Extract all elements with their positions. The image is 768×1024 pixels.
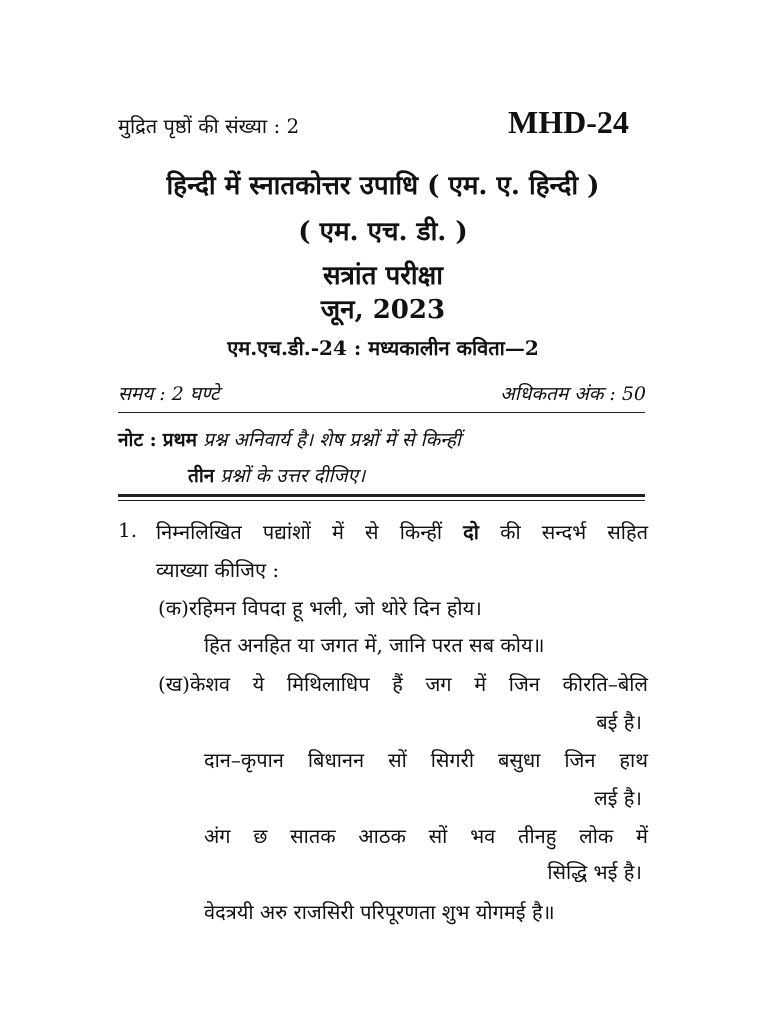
verse-kha-line2-end: लई है। [594,786,642,810]
verse-kha-line1-end: बई है। [596,710,642,734]
verse-ka-line2: हित अनहित या जगत में, जानि परत सब कोय॥ [204,633,545,657]
course-title: हिन्दी में स्नातकोत्तर उपाधि ( एम. ए. हिन्दी ) [166,171,600,201]
note-text-line2: प्रश्नों के उत्तर दीजिए। [214,465,366,487]
instructions-note [118,426,648,452]
question-text-part: निम्नलिखित पद्यांशों में से किन्हीं [156,520,464,544]
verse-kha-line4: वेदत्रयी अरु राजसिरी परिपूरणता शुभ योगमई है॥ [204,900,555,924]
verse-kha-line3-end: सिद्धि भई है। [547,860,642,884]
paper-code: MHD-24 [508,104,629,140]
note-text-line1: प्रश्न अनिवार्य है। शेष प्रश्नों में से किन्हीं [197,429,461,451]
question-text-line2: व्याख्या कीजिए : [156,558,280,582]
verse-kha-line1: (ख)केशव ये मिथिलाधिप हैं जग में जिन कीरति–बेलि [158,672,648,696]
maximum-marks: अधिकतम अंक : 50 [500,383,646,405]
note-bold-first: प्रथम [162,429,198,451]
question-text [156,518,648,545]
question-number: 1. [118,518,138,542]
double-rule-thin [118,500,645,501]
printed-pages-count: मुद्रित पृष्ठों की संख्या : 2 [118,114,300,138]
double-rule-thick [118,494,645,497]
course-abbreviation: ( एम. एच. डी. ) [298,217,468,247]
exam-session: जून, 2023 [320,295,446,325]
exam-type: सत्रांत परीक्षा [322,261,444,291]
note-label: नोट : [118,429,157,451]
verse-kha-line2: दान–कृपान बिधानन सों सिगरी बसुधा जिन हाथ [204,748,648,772]
instructions-note-continued [188,462,365,488]
note-bold-three: तीन [188,465,215,487]
divider-line [118,412,645,413]
paper-title: एम.एच.डी.-24 : मध्यकालीन कविता—2 [227,336,539,360]
verse-kha-line3: अंग छ सातक आठक सों भव तीनहु लोक में [204,824,648,848]
question-text-part: की सन्दर्भ सहित [478,520,648,544]
exam-duration: समय : 2 घण्टे [118,383,220,405]
question-text-bold: दो [463,520,479,544]
verse-ka-line1: (क)रहिमन विपदा हू भली, जो थोरे दिन होय। [158,596,482,620]
